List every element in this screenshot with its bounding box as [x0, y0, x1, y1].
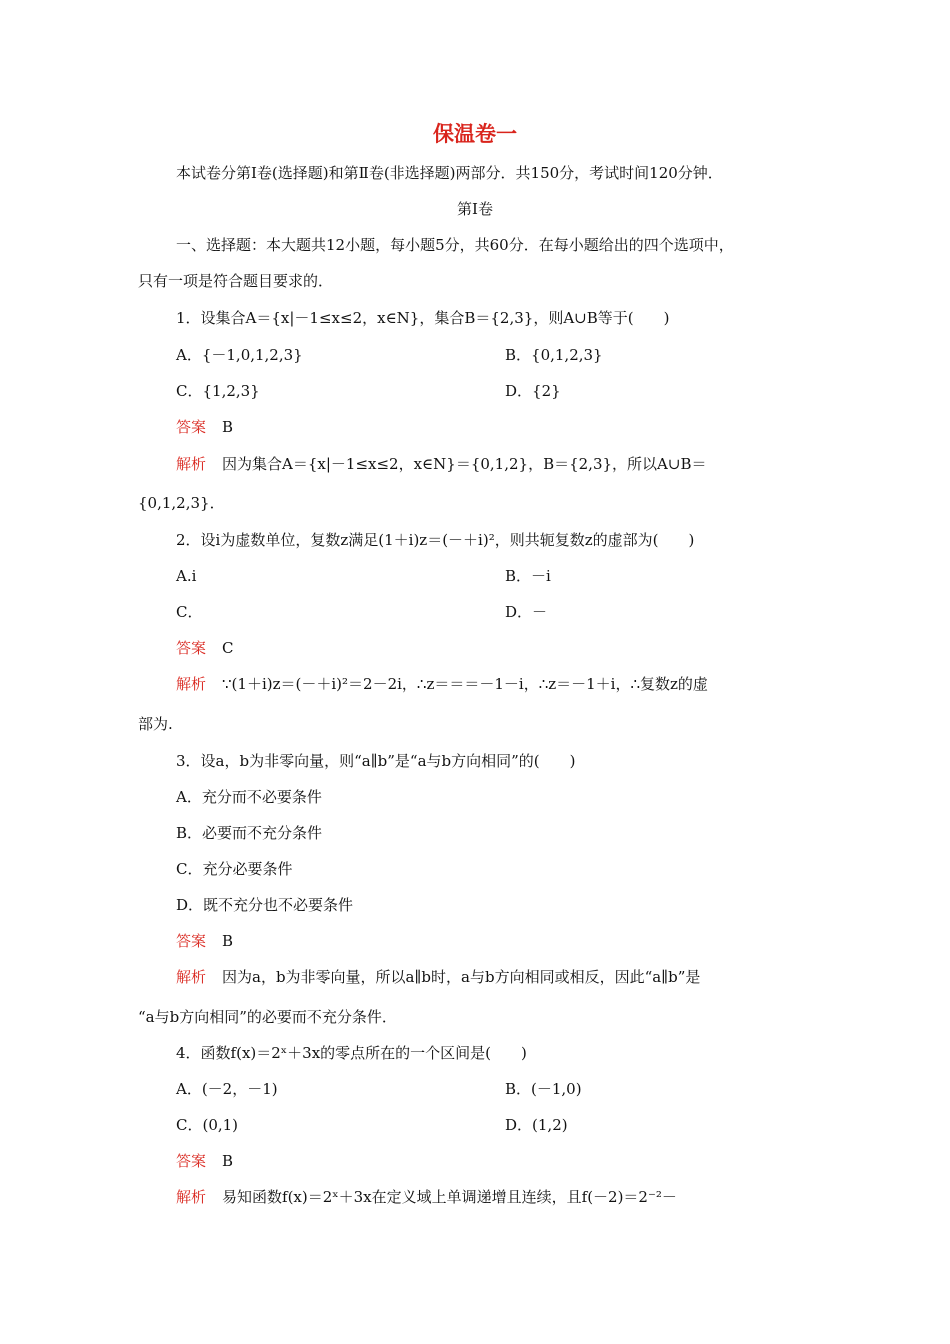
answer-label: 答案	[176, 932, 207, 950]
q3-analysis-text: 因为a，b为非零向量，所以a∥b时，a与b方向相同或相反，因此“a∥b”是	[222, 968, 701, 986]
q3-answer	[176, 931, 233, 951]
q2-answer	[176, 638, 234, 658]
q1-option-b: B．{0,1,2,3}	[505, 346, 603, 364]
q4-analysis-1	[176, 1187, 677, 1207]
q3-stem: 3．设a，b为非零向量，则“a∥b”是“a与b方向相同”的( )	[176, 752, 576, 770]
q1-option-d: D．{2}	[505, 382, 561, 400]
answer-label: 答案	[176, 1152, 207, 1170]
q1-answer	[176, 417, 233, 437]
q4-option-a: A．(－2，－1)	[176, 1080, 278, 1098]
instruction-line-1: 一、选择题：本大题共12小题，每小题5分，共60分．在每小题给出的四个选项中，	[176, 236, 734, 254]
q2-analysis-1	[176, 674, 708, 694]
section-heading: 第Ⅰ卷	[457, 200, 493, 218]
q4-option-b: B．(－1,0)	[505, 1080, 582, 1098]
q2-analysis-2: 部为.	[138, 715, 173, 733]
q2-option-a: A.i	[176, 567, 197, 585]
q1-option-c: C．{1,2,3}	[176, 382, 260, 400]
analysis-label: 解析	[176, 675, 207, 693]
intro-text: 本试卷分第Ⅰ卷(选择题)和第Ⅱ卷(非选择题)两部分．共150分，考试时间120分钟．	[176, 164, 723, 182]
q3-option-d: D．既不充分也不必要条件	[176, 896, 354, 914]
q2-stem: 2．设i为虚数单位，复数z满足(1＋i)z＝(－＋i)²，则共轭复数z的虚部为( )	[176, 531, 695, 549]
q1-analysis-1	[176, 454, 706, 474]
q4-answer-value: B	[222, 1152, 234, 1170]
q3-option-c: C．充分必要条件	[176, 860, 293, 878]
q3-answer-value: B	[222, 932, 234, 950]
q4-stem: 4．函数f(x)＝2ˣ＋3x的零点所在的一个区间是( )	[176, 1044, 527, 1062]
q2-answer-value: C	[222, 639, 234, 657]
q3-option-a: A．充分而不必要条件	[176, 788, 322, 806]
q4-option-c: C．(0,1)	[176, 1116, 239, 1134]
instruction-line-2: 只有一项是符合题目要求的．	[138, 272, 334, 290]
answer-label: 答案	[176, 418, 207, 436]
q2-option-d: D．－	[505, 603, 548, 621]
analysis-label: 解析	[176, 968, 207, 986]
q3-analysis-1	[176, 967, 700, 987]
q2-option-c: C．	[176, 603, 203, 621]
analysis-label: 解析	[176, 1188, 207, 1206]
q1-option-a: A．{－1,0,1,2,3}	[176, 346, 303, 364]
q4-analysis-text: 易知函数f(x)＝2ˣ＋3x在定义域上单调递增且连续，且f(－2)＝2⁻²－	[222, 1188, 677, 1206]
q3-option-b: B．必要而不充分条件	[176, 824, 323, 842]
q1-analysis-2: {0,1,2,3}．	[138, 494, 225, 512]
q1-analysis-text: 因为集合A＝{x|－1≤x≤2，x∈N}＝{0,1,2}，B＝{2,3}，所以A∪B＝	[222, 455, 707, 473]
q1-stem: 1．设集合A＝{x|－1≤x≤2，x∈N}，集合B＝{2,3}，则A∪B等于( )	[176, 309, 670, 327]
q4-option-d: D．(1,2)	[505, 1116, 568, 1134]
q4-answer	[176, 1151, 233, 1171]
answer-label: 答案	[176, 639, 207, 657]
q2-analysis-text: ∵(1＋i)z＝(－＋i)²＝2－2i，∴z＝＝＝－1－i，∴z＝－1＋i，∴复数z的虚	[222, 675, 708, 693]
q1-answer-value: B	[222, 418, 234, 436]
q2-option-b: B．－i	[505, 567, 551, 585]
q3-analysis-2: “a与b方向相同”的必要而不充分条件．	[138, 1008, 397, 1026]
page-title: 保温卷一	[433, 121, 517, 146]
analysis-label: 解析	[176, 455, 207, 473]
